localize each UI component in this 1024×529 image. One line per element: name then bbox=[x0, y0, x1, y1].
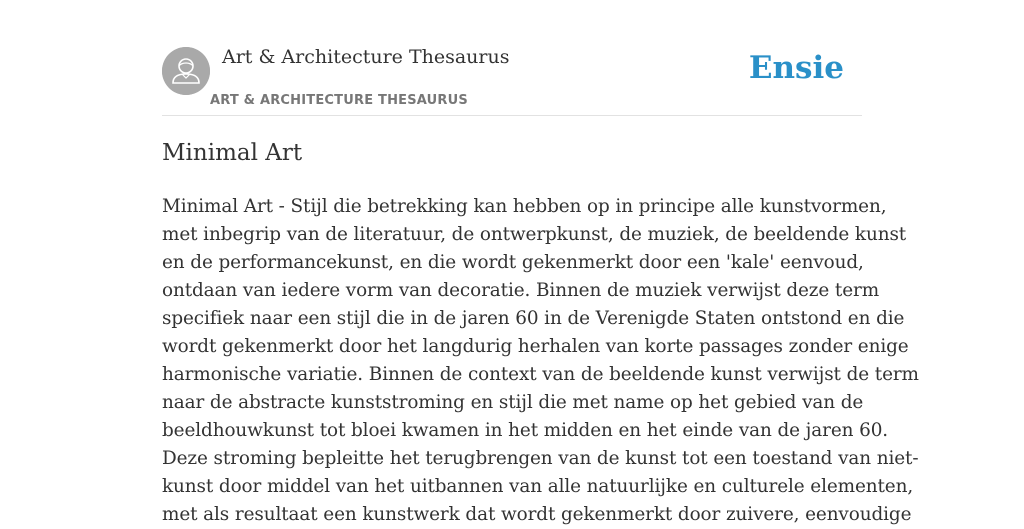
article-body-line: beeldhouwkunst tot bloei kwamen in het midden en het einde van de jaren 60. bbox=[162, 420, 889, 441]
article-body-line: met als resultaat een kunstwerk dat wordt gekenmerkt door zuivere, eenvoudige bbox=[162, 504, 912, 525]
article-body-line: specifiek naar een stijl die in de jaren 60 in de Verenigde Staten ontstond en die bbox=[162, 308, 905, 329]
source-header bbox=[162, 46, 862, 116]
article-body-line: Deze stroming bepleitte het terugbrengen van de kunst tot een toestand van niet- bbox=[162, 448, 919, 469]
article-body-line: wordt gekenmerkt door het langdurig herhalen van korte passages zonder enige bbox=[162, 336, 909, 357]
article-body-line: en de performancekunst, en die wordt gekenmerkt door een 'kale' eenvoud, bbox=[162, 252, 864, 273]
user-avatar-icon[interactable] bbox=[162, 47, 210, 95]
article-body bbox=[162, 193, 919, 529]
source-subtitle: ART & ARCHITECTURE THESAURUS bbox=[210, 93, 468, 108]
article-title: Minimal Art bbox=[162, 140, 303, 166]
header-divider bbox=[162, 115, 862, 116]
ensie-logo[interactable]: Ensie bbox=[748, 50, 844, 86]
article-body-line: ontdaan van iedere vorm van decoratie. Binnen de muziek verwijst deze term bbox=[162, 280, 880, 301]
article-body-line: naar de abstracte kunststroming en stijl die met name op het gebied van de bbox=[162, 392, 864, 413]
source-name-link[interactable]: Art & Architecture Thesaurus bbox=[222, 46, 510, 68]
article-body-line: harmonische variatie. Binnen de context van de beeldende kunst verwijst de term bbox=[162, 364, 919, 385]
article-body-line: met inbegrip van de literatuur, de ontwerpkunst, de muziek, de beeldende kunst bbox=[162, 224, 907, 245]
article-body-line: kunst door middel van het uitbannen van alle natuurlijke en culturele elementen, bbox=[162, 476, 914, 497]
article-body-line: Minimal Art - Stijl die betrekking kan hebben op in principe alle kunstvormen, bbox=[162, 196, 887, 217]
